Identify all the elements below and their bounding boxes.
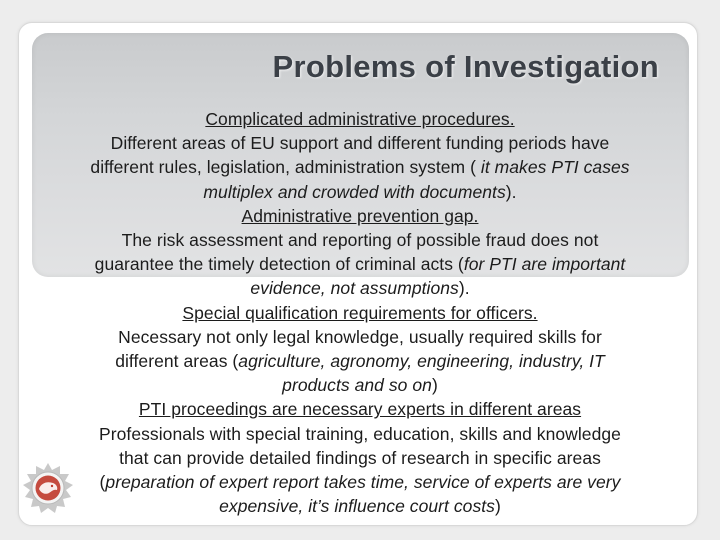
body-line: Professionals with special training, education, skills and knowledge xyxy=(99,423,621,444)
body-line: products and so on) xyxy=(282,375,438,396)
body-line: Necessary not only legal knowledge, usually required skills for xyxy=(118,326,602,347)
police-emblem-icon xyxy=(22,462,74,514)
body-line: guarantee the timely detection of criminal acts (for PTI are important xyxy=(94,254,626,275)
section-heading: Special qualification requirements for officers. xyxy=(182,302,538,323)
body-line: different rules, legislation, administration system ( it makes PTI cases xyxy=(90,157,630,178)
body-line: Different areas of EU support and different funding periods have xyxy=(110,133,610,154)
body-line: different areas (agriculture, agronomy, engineering, industry, IT xyxy=(115,351,605,372)
body-line: The risk assessment and reporting of possible fraud does not xyxy=(121,230,599,251)
body-line: expensive, it’s influence court costs) xyxy=(219,496,501,517)
section-heading: Administrative prevention gap. xyxy=(241,205,479,226)
body-line: that can provide detailed findings of research in specific areas xyxy=(119,447,601,468)
section-heading: Complicated administrative procedures. xyxy=(205,109,515,129)
section-heading: PTI proceedings are necessary experts in different areas xyxy=(138,399,582,420)
body-line: multiplex and crowded with documents). xyxy=(203,181,517,202)
body-line: evidence, not assumptions). xyxy=(250,278,470,299)
slide-title: Problems of Investigation xyxy=(272,49,659,84)
body-line: (preparation of expert report takes time, service of experts are very xyxy=(99,472,621,493)
slide-body xyxy=(40,107,680,518)
